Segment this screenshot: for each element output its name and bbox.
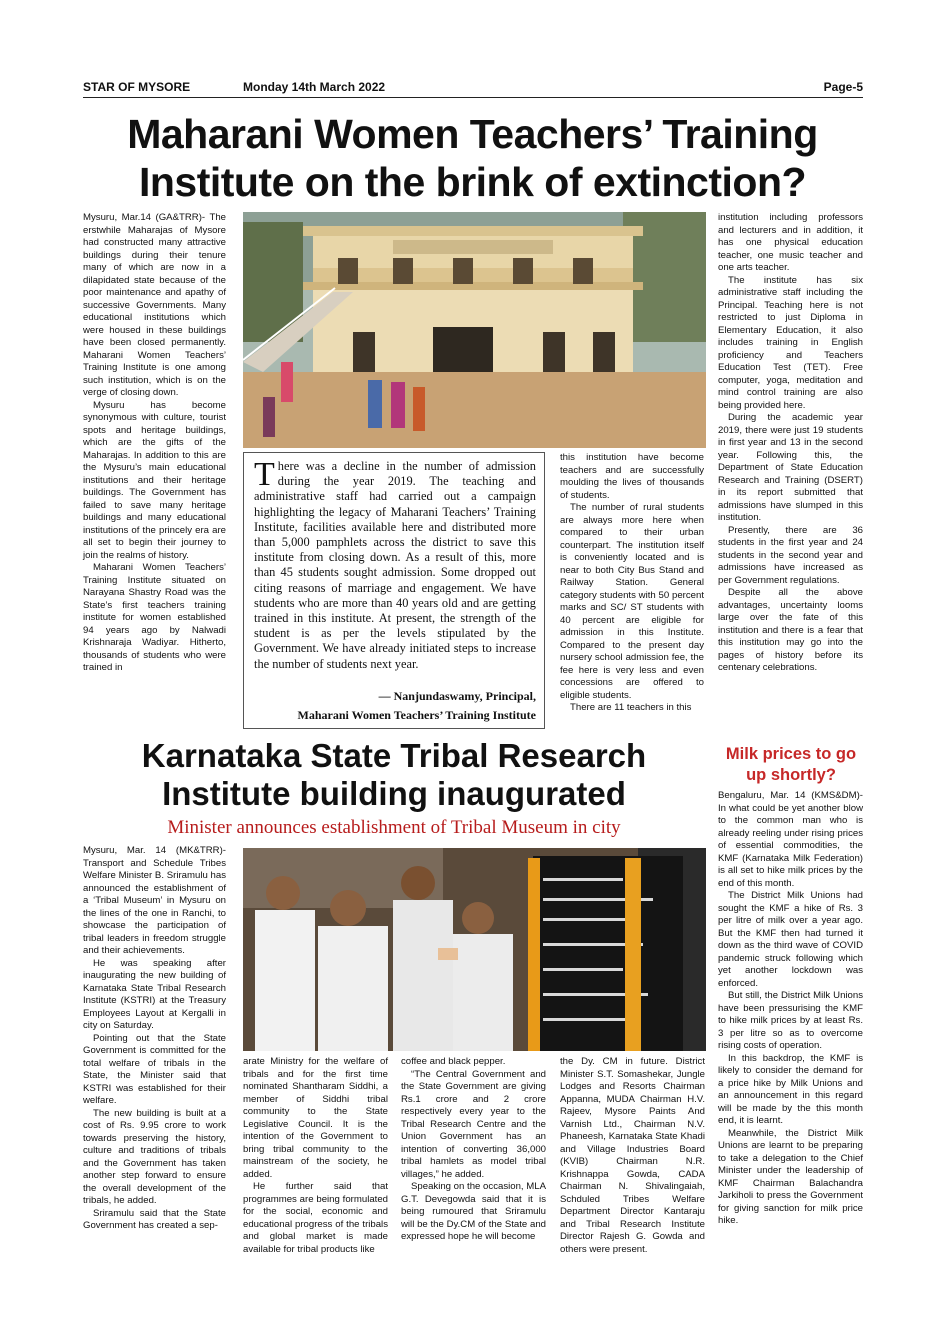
story2-column-4 [560, 1056, 705, 1266]
quote-attribution-name: — Nanjundaswamy, Principal, [378, 689, 536, 703]
issue-date: Monday 14th March 2022 [243, 80, 386, 94]
story2-col1-para: He was speaking after inaugurating the new building of Karnataka State Tribal Research Institute (KSTRI) at the Treasury Employees Layout at Kergalli in city on Saturday. [83, 957, 226, 1031]
story3-headline-line2: up shortly? [746, 766, 836, 784]
story2-col1-para: Sriramulu said that the State Government has created a sep- [83, 1207, 226, 1231]
building-photo-illustration [243, 212, 706, 448]
paper-name: STAR OF MYSORE [83, 80, 191, 94]
story1-headline-line2: Institute on the brink of extinction? [138, 159, 807, 205]
story2-col1-para: Pointing out that the State Government is committed for the total welfare of tribals in the State, the Minister said that KSTRI was established for their welfare. [83, 1032, 226, 1106]
story1-col1-para: Mysuru, Mar.14 (GA&TRR)- The erstwhile Maharajas of Mysore had constructed many attractive buildings during their tenure many of which are now in a dilapidated state because of the poor maintenance and apathy of successive Governments. Many educational institutions which were housed in these buildings have been closed permanently. Maharani Women Teachers’ Training Institute is one among such institution, which is on the verge of closing down. [83, 212, 226, 398]
story1-col1-para: Maharani Women Teachers’ Training Institute situated on Narayana Shastry Road was the State’s first teachers training institute for women established 94 years ago by Nalwadi Krishnaraja Wadiyar. Hitherto, thousands of students who were trained in [83, 562, 226, 673]
story1-col4-para: Presently, there are 36 students in the first year and 24 students in the second year and admissions have increased as per Government regulations. [718, 524, 863, 586]
story2-col3-para: Speaking on the occasion, MLA G.T. Devegowda said that it is being rumoured that Sriramulu will be the Dy.CM of the State and expressed hope he will become [401, 1181, 546, 1242]
story1-col4-para: The institute has six administrative staff including the Principal. Teaching here is not restricted to just Diploma in Elementary Education, it also includes training in English proficiency and Teachers Education Test (TET). Free computer, yoga, meditation and mind control training are also being provided here. [718, 274, 863, 411]
inauguration-photo-illustration [243, 848, 706, 1051]
story3-para: But still, the District Milk Unions have been pressurising the KMF to hike milk prices by at least Rs. 3 per litre so as to overcome rising costs of operation. [718, 990, 863, 1051]
story3-para: Bengaluru, Mar. 14 (KMS&DM)- In what could be yet another blow to the common man who is already reeling under rising prices of essential commodities, the KMF (Karnataka Milk Federation) is all set to hike milk prices by the end of this month. [718, 790, 863, 889]
quote-attribution-org: Maharani Women Teachers’ Training Institute [297, 708, 536, 722]
story2-photo [243, 848, 706, 1051]
story1-col1-para: Mysuru has become synonymous with culture, tourist spots and heritage buildings, which are the gifts of the Maharajas. In addition to this are the Mysuru’s main educational institutions and their heritage buildings. The Government has failed to save many heritage buildings and many educational institutions of the princely era are all set to begin their journey to join the realms of history. [83, 399, 226, 561]
story2-headline [83, 737, 705, 813]
masthead [83, 80, 863, 96]
story2-col2-para: arate Ministry for the welfare of tribals and for the first time nominated Shantharam Siddhi, a member of Siddhi tribal community to the State Legislative Council. It is the intention of the Government to bring tribal community to the mainstream of the society, he added. [243, 1056, 388, 1180]
story3-para: Meanwhile, the District Milk Unions are learnt to be preparing to take a delegation to the Chief Minister under the leadership of KMF Chairman Balachandra Jarkiholi to press the Government for giving sanction for milk price hike. [718, 1127, 863, 1226]
page-number: Page-5 [823, 80, 863, 94]
story2-column-2 [243, 1056, 388, 1266]
story1-column-3 [560, 452, 704, 732]
story1-column-1 [83, 212, 226, 732]
story3-headline-line1: Milk prices to go [725, 745, 857, 763]
story3-column [718, 790, 863, 1268]
story2-col3-para: “The Central Government and the State Government are giving Rs.1 crore and 2 crore respectively every year to the Tribal Research Centre and the Union Government has an intention of converting 36,000 tribal hamlets as model tribal villages,” he added. [401, 1068, 546, 1180]
masthead-rule [83, 97, 863, 98]
story1-col4-para: Despite all the above advantages, uncertainty looms large over the fate of this institution and there is a fear that this institution may go into the pages of history before its centenary celebrations. [718, 587, 863, 673]
story2-col1-para: Mysuru, Mar. 14 (MK&TRR)- Transport and Schedule Tribes Welfare Minister B. Sriramulu has announced the establishment of a ‘Tribal Museum’ in Mysuru on the lines of the one in Ranchi, to showcase the participation of tribal leaders in freedom struggle and their achievements. [83, 845, 226, 956]
story2-col2-para: He further said that programmes are being formulated for the social, economic and educational progress of the tribals and global market is made available for tribal products like [243, 1181, 388, 1255]
story1-headline-line1: Maharani Women Teachers’ Training [127, 111, 818, 157]
quote-dropcap: T [254, 456, 275, 493]
story3-para: In this backdrop, the KMF is likely to consider the demand for a price hike by Milk Unions and an announcement in this regard will be made by the this month end, it is learnt. [718, 1052, 863, 1126]
story3-para: The District Milk Unions had sought the KMF a hike of Rs. 3 per litre of milk over a year ago. But the KMF then had turned it down as the third wave of COVID pandemic struck following which yet another lockdown was enforced. [718, 890, 863, 989]
story1-col4-para: During the academic year 2019, there were just 19 students in first year and 13 in the second year. Following this, the Department of State Education Research and Training (DSERT) in its report submitted that admissions have slumped in this institution. [718, 412, 863, 523]
story1-col3-para: this institution have become teachers and are successfully moulding the lives of thousands of students. [560, 452, 704, 501]
principal-quote-box [243, 452, 545, 729]
story1-headline [70, 110, 875, 206]
story2-col4-para: the Dy. CM in future. District Minister S.T. Somashekar, Jungle Lodges and Resorts Chairman Appanna, MUDA Chairman H.V. Rajeev, Mysore Paints And Varnish Ltd., Chairman N.V. Phaneesh, Karnataka State Khadi and Village Industries Board (KVIB) Chairman N.R. Krishnappa Gowda, CADA Chairman N. Shivalingaiah, Schduled Tribes Welfare Department Director Kantaraju and Tribal Research Institute Director Rajesh G. Gowda and others were present. [560, 1056, 705, 1255]
story2-headline-line2: Institute building inaugurated [162, 775, 626, 812]
story1-col3-para: The number of rural students are always more here when compared to their urban counterpart. The institution itself is conveniently located and is near to both City Bus Stand and Railway Station. General category students with 50 percent marks and SC/ ST students with 40 percent are eligible for admission in this Institute. Compared to the present day nursery school admission fee, the fee here is very less and even concessions are offered to eligible students. [560, 502, 704, 701]
story2-col1-para: The new building is built at a cost of Rs. 9.95 crore to work towards preserving the history, culture and traditions of tribals and the Government has taken another step forward to ensure the overall development of the tribals, he added. [83, 1107, 226, 1206]
story1-col3-para: There are 11 teachers in this [570, 702, 692, 713]
story3-headline [716, 744, 866, 786]
story2-column-1 [83, 845, 226, 1265]
quote-body: here was a decline in the number of admission during the year 2019. The teaching and administrative staff had carried out a campaign highlighting the legacy of Maharani Teachers’ Training Institute, facilities available here and distributed more than 5,000 pamphlets across the district to save this institute from closing down. As a result of this, more than 45 students sought admission. Some dropped out citing reasons of marriage and engagement. We have students who are more than 40 years old and are getting trained in this institute. At present, the strength of the student is as per the levels stipulated by the Government. We have already initiated steps to increase the number of students next year. [254, 459, 536, 671]
story2-headline-line1: Karnataka State Tribal Research [141, 737, 647, 774]
quote-text [254, 456, 536, 672]
story2-subheadline: Minister announces establishment of Tribal Museum in city [167, 817, 621, 838]
story2-col3-para: coffee and black pepper. [401, 1056, 506, 1067]
story2-column-3 [401, 1056, 546, 1266]
story1-column-4 [718, 212, 863, 732]
story1-col4-para: institution including professors and lecturers and in addition, it has one physical education teacher, one music teacher and one arts teacher. [718, 212, 863, 273]
story1-photo [243, 212, 706, 448]
